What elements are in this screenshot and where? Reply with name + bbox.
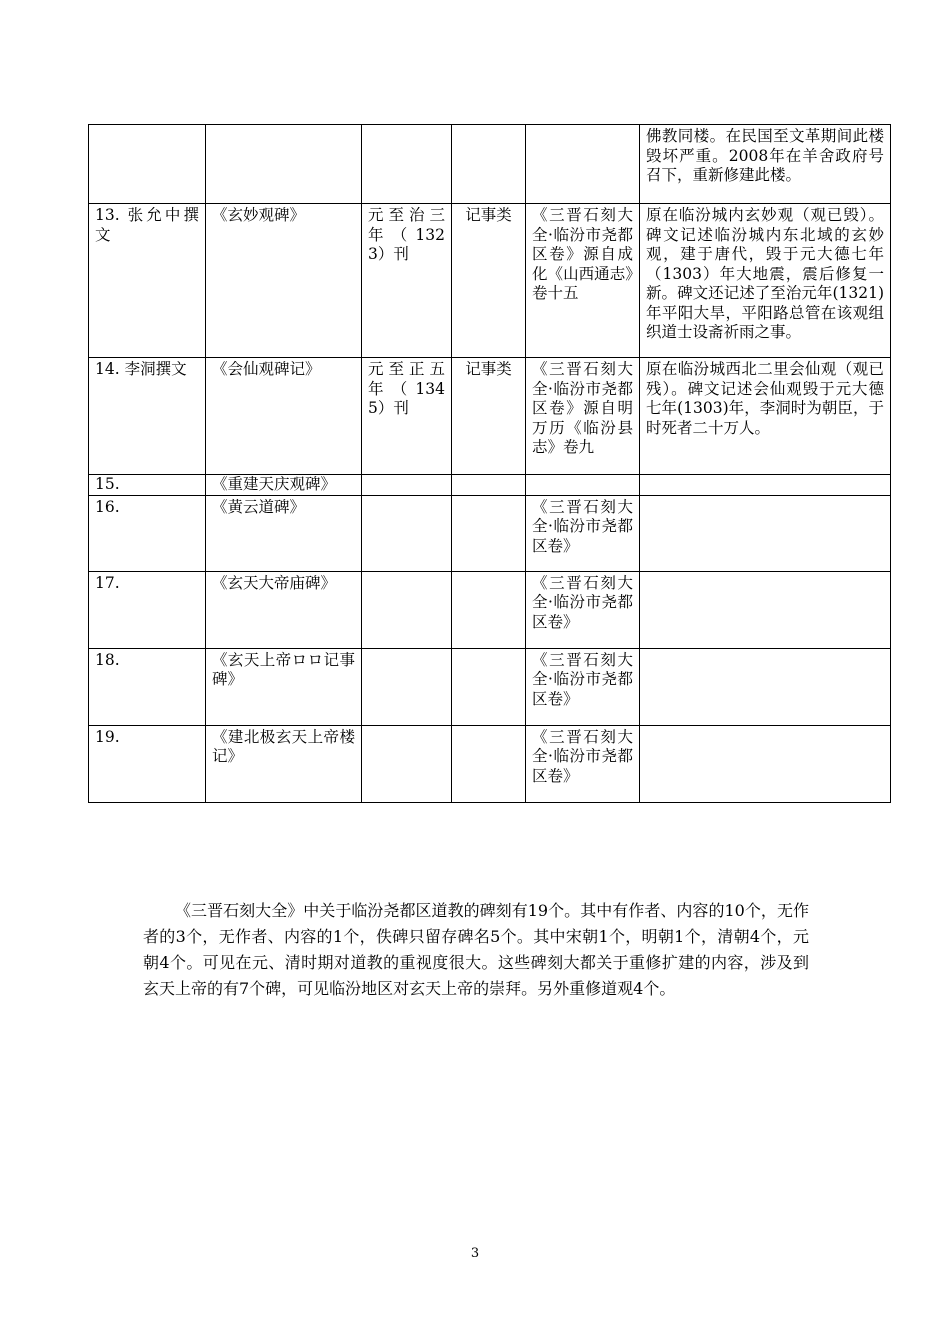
author-cell: 13. 张允中撰文 [89,204,206,358]
date-cell [362,725,452,802]
date-cell [362,125,452,204]
title-cell: 《玄天上帝ロロ记事碑》 [206,648,362,725]
title-cell [206,125,362,204]
author-cell: 14. 李洞撰文 [89,358,206,475]
title-cell: 《会仙观碑记》 [206,358,362,475]
category-cell [452,648,526,725]
table-row [89,204,891,358]
stele-table [88,124,891,803]
table-row [89,725,891,802]
category-cell [452,495,526,571]
note-cell [640,571,891,648]
source-cell: 《三晋石刻大全·临汾市尧都区卷》 [526,495,640,571]
table-row [89,571,891,648]
note-cell [640,495,891,571]
source-cell: 《三晋石刻大全·临汾市尧都区卷》源自明万历《临汾县志》卷九 [526,358,640,475]
source-cell [526,125,640,204]
table-row [89,648,891,725]
note-cell: 原在临汾城内玄妙观（观已毁）。碑文记述临汾城内东北域的玄妙观，建于唐代，毁于元大德七年（1303）年大地震，震后修复一新。碑文还记述了至治元年(1321)年平阳大旱，平阳路总管在该观组织道士设斋祈雨之事。 [640,204,891,358]
title-cell: 《建北极玄天上帝楼记》 [206,725,362,802]
table-row [89,495,891,571]
title-cell: 《玄天大帝庙碑》 [206,571,362,648]
author-cell: 18. [89,648,206,725]
page-number: 3 [470,1246,480,1261]
date-cell [362,495,452,571]
table-row [89,475,891,496]
table-row [89,125,891,204]
title-cell: 《玄妙观碑》 [206,204,362,358]
table-row [89,358,891,475]
date-cell [362,571,452,648]
note-cell: 原在临汾城西北二里会仙观（观已残）。碑文记述会仙观毁于元大德七年(1303)年，李洞时为朝臣，于时死者二十万人。 [640,358,891,475]
title-cell: 《黄云道碑》 [206,495,362,571]
source-cell: 《三晋石刻大全·临汾市尧都区卷》 [526,648,640,725]
category-cell [452,725,526,802]
note-cell [640,475,891,496]
date-cell [362,648,452,725]
author-cell: 15. [89,475,206,496]
source-cell [526,475,640,496]
source-cell: 《三晋石刻大全·临汾市尧都区卷》源自成化《山西通志》卷十五 [526,204,640,358]
author-cell: 19. [89,725,206,802]
note-cell: 佛教同楼。在民国至文革期间此楼毁坏严重。2008年在羊舍政府号召下，重新修建此楼。 [640,125,891,204]
date-cell: 元至治三年（1323）刊 [362,204,452,358]
note-cell [640,648,891,725]
source-cell: 《三晋石刻大全·临汾市尧都区卷》 [526,571,640,648]
category-cell: 记事类 [452,358,526,475]
date-cell: 元至正五年（1345）刊 [362,358,452,475]
category-cell [452,571,526,648]
author-cell: 16. [89,495,206,571]
note-cell [640,725,891,802]
category-cell [452,475,526,496]
author-cell [89,125,206,204]
title-cell: 《重建天庆观碑》 [206,475,362,496]
category-cell [452,125,526,204]
date-cell [362,475,452,496]
author-cell: 17. [89,571,206,648]
category-cell: 记事类 [452,204,526,358]
source-cell: 《三晋石刻大全·临汾市尧都区卷》 [526,725,640,802]
summary-paragraph: 《三晋石刻大全》中关于临汾尧都区道教的碑刻有19个。其中有作者、内容的10个，无作者的3个，无作者、内容的1个，佚碑只留存碑名5个。其中宋朝1个，明朝1个，清朝4个，元朝4个。可见在元、清时期对道教的重视度很大。这些碑刻大都关于重修扩建的内容，涉及到玄天上帝的有7个碑，可见临汾地区对玄天上帝的崇拜。另外重修道观4个。 [143,901,809,998]
